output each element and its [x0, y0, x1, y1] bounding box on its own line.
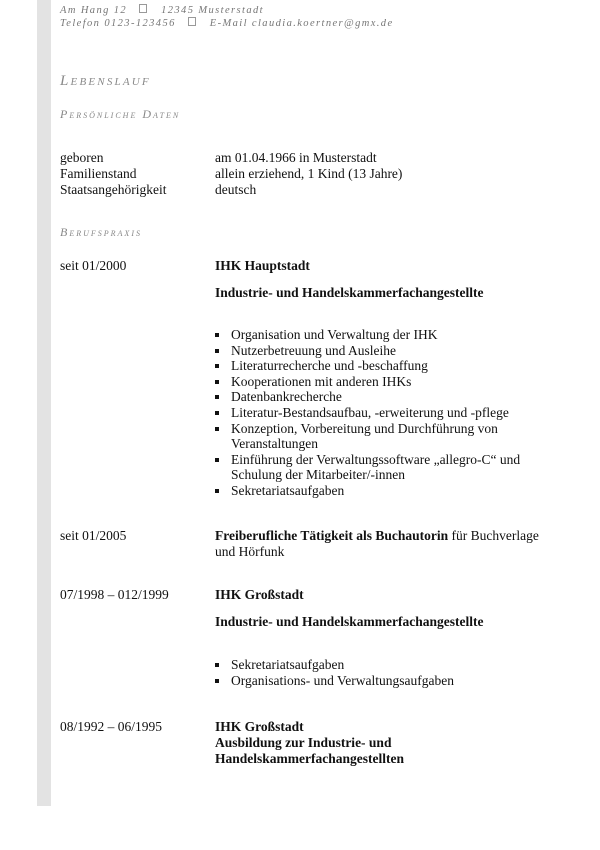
task-text: Sekretariatsaufgaben — [231, 657, 345, 672]
period: 08/1992 – 06/1995 — [60, 719, 163, 734]
task-text: Konzeption, Vorbereitung und Durchführung von Veranstaltungen — [231, 420, 498, 452]
bullet-icon — [215, 364, 219, 368]
list-item — [215, 327, 545, 343]
personal-label: geboren — [60, 150, 104, 165]
personal-value: am 01.04.1966 in Musterstadt — [215, 150, 377, 165]
list-item — [215, 358, 545, 374]
bullet-icon — [215, 411, 219, 415]
period: seit 01/2005 — [60, 528, 127, 543]
bullet-icon — [215, 679, 219, 683]
separator-box-icon — [188, 17, 196, 26]
contact-row-2 — [60, 17, 394, 30]
position: Industrie- und Handelskammerfachangestellte — [215, 285, 484, 300]
bullet-icon — [215, 380, 219, 384]
page-title: Lebenslauf — [60, 73, 151, 89]
employer-line — [215, 528, 555, 560]
period: seit 01/2000 — [60, 258, 127, 273]
list-item — [215, 405, 545, 421]
employer: Freiberufliche Tätigkeit als Buchautorin — [215, 528, 449, 543]
bullet-icon — [215, 333, 219, 337]
city: 12345 Musterstadt — [161, 5, 264, 16]
bullet-icon — [215, 489, 219, 493]
list-item — [215, 657, 545, 673]
position: Ausbildung zur Industrie- und Handelskammerfachangestellten — [215, 735, 404, 766]
contact-row-1 — [60, 4, 394, 17]
list-item — [215, 421, 545, 452]
personal-label: Familienstand — [60, 166, 137, 181]
period: 07/1998 – 012/1999 — [60, 587, 169, 602]
task-list — [215, 327, 545, 499]
list-item — [215, 374, 545, 390]
bullet-icon — [215, 458, 219, 462]
task-text: Einführung der Verwaltungssoftware „allegro-C“ und Schulung der Mitarbeiter/-innen — [231, 451, 521, 483]
list-item — [215, 389, 545, 405]
personal-value: allein erziehend, 1 Kind (13 Jahre) — [215, 166, 403, 181]
employer: IHK Großstadt — [215, 587, 304, 602]
address: Am Hang 12 — [60, 5, 128, 16]
contact-header — [60, 4, 394, 30]
section-title-personal: Persönliche Daten — [60, 107, 181, 121]
bullet-icon — [215, 427, 219, 431]
personal-label: Staatsangehörigkeit — [60, 182, 167, 197]
employer-suffix: für Buchverlage und Hörfunk — [215, 528, 539, 559]
task-list — [215, 657, 545, 688]
list-item — [215, 343, 545, 359]
employer: IHK Großstadt — [215, 719, 304, 734]
position: Industrie- und Handelskammerfachangestellte — [215, 614, 484, 629]
list-item — [215, 452, 545, 483]
task-text: Literaturrecherche und -beschaffung — [231, 358, 428, 374]
task-text: Organisation und Verwaltung der IHK — [231, 327, 438, 342]
section-title-experience: Berufspraxis — [60, 225, 142, 239]
bullet-icon — [215, 395, 219, 399]
side-bar — [37, 0, 51, 806]
task-text: Kooperationen mit anderen IHKs — [231, 373, 412, 389]
task-text: Datenbankrecherche — [231, 389, 342, 405]
separator-box-icon — [139, 4, 147, 13]
phone: Telefon 0123-123456 — [60, 18, 176, 29]
bullet-icon — [215, 663, 219, 667]
employer: IHK Hauptstadt — [215, 258, 310, 273]
personal-value: deutsch — [215, 182, 257, 197]
email: E-Mail claudia.koertner@gmx.de — [209, 18, 394, 29]
bullet-icon — [215, 349, 219, 353]
task-text: Organisations- und Verwaltungsaufgaben — [231, 672, 454, 688]
task-text: Nutzerbetreuung und Ausleihe — [231, 342, 396, 358]
task-text: Sekretariatsaufgaben — [231, 482, 345, 498]
list-item — [215, 483, 545, 499]
list-item — [215, 673, 545, 689]
task-text: Literatur-Bestandsaufbau, -erweiterung und -pflege — [231, 404, 509, 420]
